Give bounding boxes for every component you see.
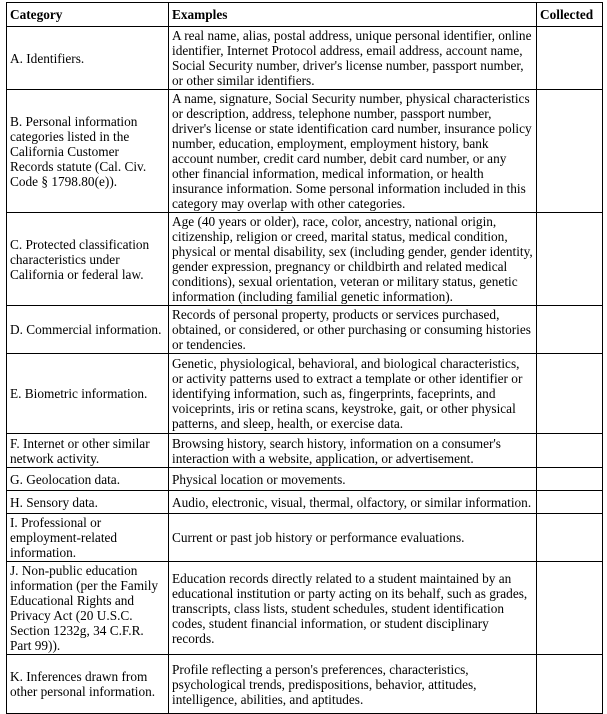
collected-cell [537,90,603,213]
table-row [7,213,603,306]
category-cell: A. Identifiers. [7,27,169,90]
table-row [7,562,603,655]
examples-cell: Profile reflecting a person's preferences, characteristics, psychological trends, predispositions, behavior, attitudes, intelligence, abilities, and aptitudes. [169,655,537,714]
category-cell: H. Sensory data. [7,491,169,514]
examples-cell: Current or past job history or performance evaluations. [169,514,537,562]
examples-cell: Genetic, physiological, behavioral, and biological characteristics, or activity patterns used to extract a template or other identifier or identifying information, such as, fingerprints, faceprints, and voiceprints, iris or retina scans, keystroke, gait, or other physical patterns, and sleep, health, or exercise data. [169,354,537,434]
table-row [7,354,603,434]
examples-cell: A name, signature, Social Security number, physical characteristics or description, address, telephone number, passport number, driver's license or state identification card number, insurance policy number, education, employment, employment history, bank account number, credit card number, debit card number, or any other financial information, medical information, or health insurance information. Some personal information included in this category may overlap with other categories. [169,90,537,213]
category-cell: F. Internet or other similar network activity. [7,434,169,468]
category-cell: E. Biometric information. [7,354,169,434]
collected-cell [537,468,603,491]
examples-cell: A real name, alias, postal address, unique personal identifier, online identifier, Internet Protocol address, email address, account name, Social Security number, driver's license number, passport number, or other similar identifiers. [169,27,537,90]
collected-cell [537,354,603,434]
category-cell: G. Geolocation data. [7,468,169,491]
category-cell: B. Personal information categories listed in the California Customer Records statute (Cal. Civ. Code § 1798.80(e)). [7,90,169,213]
table-row [7,655,603,714]
examples-cell: Audio, electronic, visual, thermal, olfactory, or similar information. [169,491,537,514]
table-row [7,514,603,562]
category-cell: I. Professional or employment-related information. [7,514,169,562]
table-row [7,27,603,90]
collected-cell [537,213,603,306]
column-header-examples: Examples [169,3,537,27]
examples-cell: Age (40 years or older), race, color, ancestry, national origin, citizenship, religion or creed, marital status, medical condition, physical or mental disability, sex (including gender, gender identity, gender expression, pregnancy or childbirth and related medical conditions), sexual orientation, veteran or military status, genetic information (including familial genetic information). [169,213,537,306]
column-header-collected: Collected [537,3,603,27]
table-row [7,434,603,468]
collected-cell [537,306,603,354]
examples-cell: Records of personal property, products or services purchased, obtained, or considered, or other purchasing or consuming histories or tendencies. [169,306,537,354]
table-row [7,306,603,354]
category-cell: C. Protected classification characteristics under California or federal law. [7,213,169,306]
examples-cell: Education records directly related to a student maintained by an educational institution or party acting on its behalf, such as grades, transcripts, class lists, student schedules, student identification codes, student financial information, or student disciplinary records. [169,562,537,655]
table-row [7,491,603,514]
table-header-row [7,3,603,27]
category-cell: D. Commercial information. [7,306,169,354]
collected-cell [537,514,603,562]
table-row [7,90,603,213]
category-cell: J. Non-public education information (per the Family Educational Rights and Privacy Act (20 U.S.C. Section 1232g, 34 C.F.R. Part 99)). [7,562,169,655]
personal-information-categories-table [6,2,603,714]
table-row [7,468,603,491]
collected-cell [537,491,603,514]
collected-cell [537,27,603,90]
examples-cell: Physical location or movements. [169,468,537,491]
examples-cell: Browsing history, search history, information on a consumer's interaction with a website, application, or advertisement. [169,434,537,468]
category-cell: K. Inferences drawn from other personal information. [7,655,169,714]
collected-cell [537,562,603,655]
collected-cell [537,434,603,468]
column-header-category: Category [7,3,169,27]
collected-cell [537,655,603,714]
